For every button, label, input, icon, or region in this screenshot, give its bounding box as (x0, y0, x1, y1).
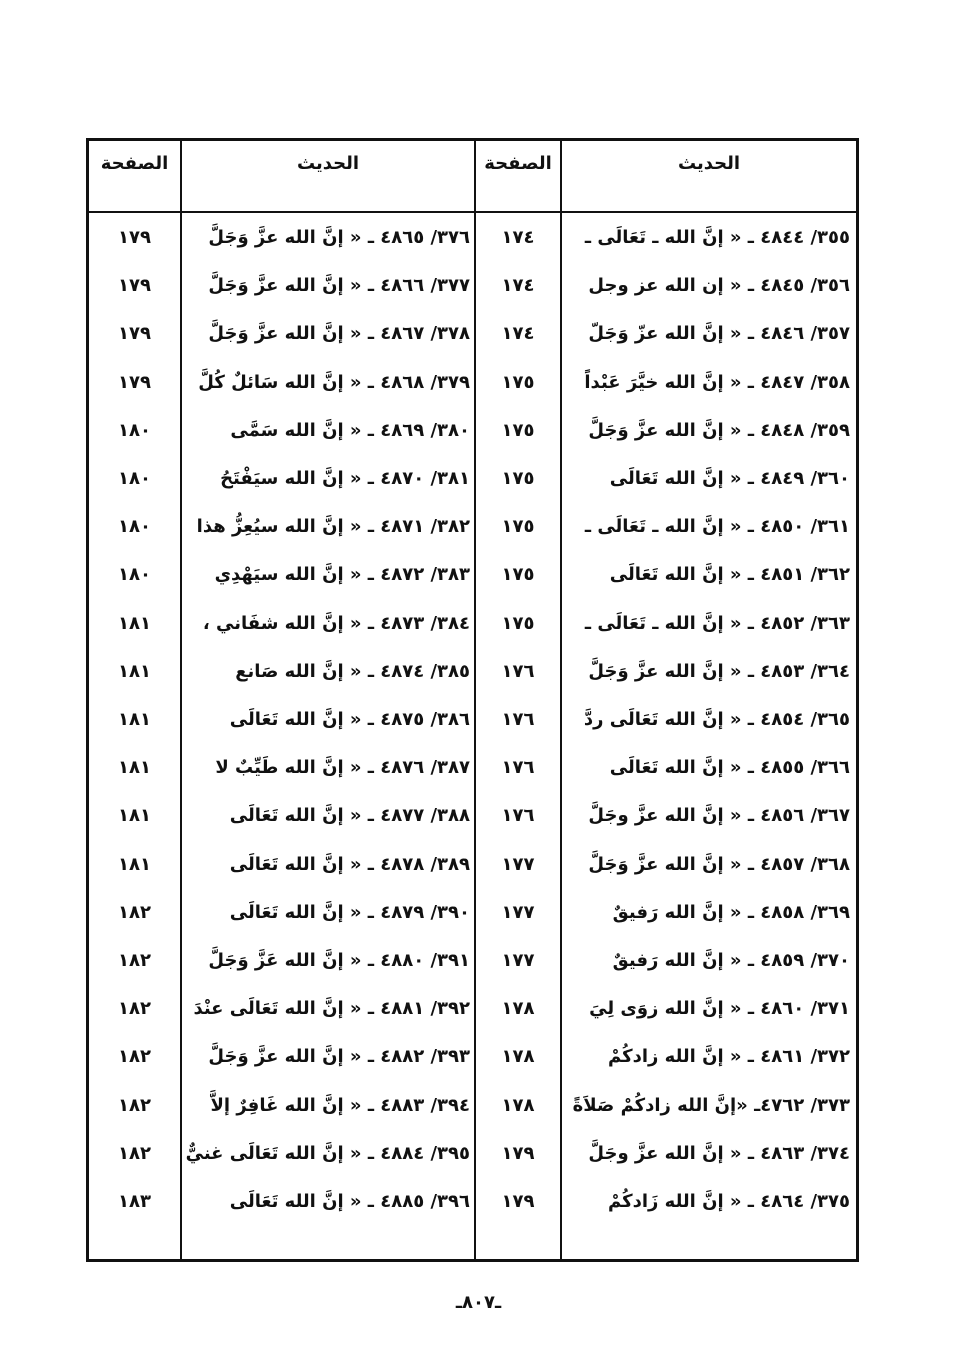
hadith-entry: ٣٦٦/ ٤٨٥٥ ـ « إنَّ الله تَعَالَى (609, 757, 850, 779)
hadith-entry: ٣٧٩/ ٤٨٦٨ ـ « إنَّ الله سَائلٌ كُلَّ (198, 371, 470, 393)
page-ref: ١٨٢ (118, 1094, 151, 1116)
hadith-entry: ٣٥٥/ ٤٨٤٤ ـ « إنَّ الله ـ تَعَالَى ـ (584, 227, 850, 248)
hadith-entry: ٣٧٨/ ٤٨٦٧ ـ « إنَّ الله عزَّ وَجَلَّ (208, 323, 470, 345)
page-ref: ١٧٦ (501, 660, 535, 682)
hadith-entry: ٣٦٨/ ٤٨٥٧ ـ « إنَّ الله عزَّ وَجَلَّ (588, 853, 850, 875)
hadith-entry: ٣٦١/ ٤٨٥٠ ـ « إنَّ الله ـ تَعَالَى ـ (584, 516, 850, 538)
page-ref: ١٨١ (118, 805, 151, 827)
page-ref: ١٧٩ (118, 227, 151, 248)
page-ref: ١٧٩ (118, 371, 151, 393)
hadith-entry: ٣٧٢/ ٤٨٦١ ـ « إنَّ الله زادكُمْ (608, 1046, 850, 1068)
page-ref: ١٧٦ (501, 709, 535, 730)
page-ref: ١٨٢ (118, 998, 151, 1020)
page-ref: ١٧٥ (501, 419, 535, 441)
hadith-entry: ٣٨٤/ ٤٨٧٣ ـ « إنَّ الله شفَاني ، (202, 612, 470, 634)
page-ref: ١٨٠ (118, 419, 151, 441)
page-ref: ١٧٩ (501, 1142, 535, 1164)
page-ref: ١٧٧ (501, 853, 535, 875)
page-ref: ١٧٨ (501, 998, 535, 1020)
header-right-page: الصفحة (484, 153, 552, 174)
header-divider (89, 211, 856, 213)
page-ref: ١٧٤ (501, 227, 535, 248)
hadith-entry: ٣٧٦/ ٤٨٦٥ ـ « إنَّ الله عزَّ وَجَلَّ (208, 227, 470, 248)
hadith-entry: ٣٥٧/ ٤٨٤٦ ـ « إنَّ الله عزّ وَجَلّ (588, 323, 850, 345)
hadith-entry: ٣٩٢/ ٤٨٨١ ـ « إنَّ الله تَعَالَى عنْدَ (193, 998, 470, 1020)
hadith-entry: ٣٧١/ ٤٨٦٠ ـ « إنَّ الله زوَى لِيَ (589, 998, 850, 1020)
hadith-entry: ٣٨٦/ ٤٨٧٥ ـ « إنَّ الله تَعَالَى (229, 709, 470, 730)
page-ref: ١٨١ (118, 612, 151, 634)
divider-middle (474, 141, 476, 1259)
page-ref: ١٨٠ (118, 468, 151, 489)
hadith-entry: ٣٦٤/ ٤٨٥٣ ـ « إنَّ الله عزَّ وَجَلَّ (588, 660, 850, 682)
header-left-hadith: الحديث (296, 153, 360, 174)
page-ref: ١٨٢ (118, 901, 151, 923)
hadith-entry: ٣٨٩/ ٤٨٧٨ ـ « إنَّ الله تَعَالَى (229, 853, 470, 875)
page-ref: ١٧٩ (501, 1191, 535, 1212)
hadith-entry: ٣٦٠/ ٤٨٤٩ ـ « إنَّ الله تَعَالَى (609, 468, 850, 489)
hadith-entry: ٣٥٩/ ٤٨٤٨ ـ « إنَّ الله عزَّ وَجَلَّ (588, 419, 850, 441)
hadith-entry: ٣٦٢/ ٤٨٥١ ـ « إنَّ الله تَعَالَى (609, 564, 850, 586)
hadith-entry: ٣٧٥/ ٤٨٦٤ ـ « إنَّ الله زَادكُمْ (608, 1191, 850, 1212)
page-ref: ١٧٩ (118, 323, 151, 345)
page-ref: ١٨٢ (118, 1046, 151, 1068)
hadith-entry: ٣٦٣/ ٤٨٥٢ ـ « إنَّ الله ـ تَعَالَى ـ (584, 612, 850, 634)
hadith-entry: ٣٦٥/ ٤٨٥٤ ـ « إنَّ الله تَعَالَى ردَّ (583, 709, 850, 730)
divider-right-page (560, 141, 562, 1259)
page-ref: ١٨١ (118, 660, 151, 682)
page-ref: ١٧٤ (501, 323, 535, 345)
page-ref: ١٧٥ (501, 371, 535, 393)
page-ref: ١٧٩ (118, 275, 151, 297)
hadith-entry: ٣٨٢/ ٤٨٧١ ـ « إنَّ الله سيُعِزُّ هذا (196, 516, 470, 538)
page-ref: ١٨٢ (118, 950, 151, 971)
page-ref: ١٨١ (118, 853, 151, 875)
hadith-entry: ٣٨١/ ٤٨٧٠ ـ « إنَّ الله سيَفْتَحُ (220, 468, 470, 489)
page-ref: ١٨٢ (118, 1142, 151, 1164)
hadith-entry: ٣٩٠/ ٤٨٧٩ ـ « إنَّ الله تَعَالَى (229, 901, 470, 923)
page-ref: ١٧٨ (501, 1094, 535, 1116)
page-ref: ١٧٤ (501, 275, 535, 297)
hadith-entry: ٣٨٧/ ٤٨٧٦ ـ « إنَّ الله طَيِّبٌ لا (215, 757, 470, 779)
page-ref: ١٧٦ (501, 757, 535, 779)
hadith-entry: ٣٧٧/ ٤٨٦٦ ـ « إنَّ الله عزَّ وَجَلَّ (208, 275, 470, 297)
hadith-entry: ٣٧٣/ ٤٧٦٢ـ «إنَّ الله زادكُمْ صَلاَةً (572, 1094, 850, 1116)
hadith-entry: ٣٧٠/ ٤٨٥٩ ـ « إنَّ الله رَفيقٌ (612, 950, 850, 971)
hadith-entry: ٣٥٦/ ٤٨٤٥ ـ « إن الله عز وجل (588, 275, 850, 297)
hadith-entry: ٣٨٠/ ٤٨٦٩ ـ « إنَّ الله سَمَّى (230, 419, 470, 441)
page-ref: ١٧٧ (501, 950, 535, 971)
header-right-hadith: الحديث (677, 153, 741, 174)
hadith-entry: ٣٩١/ ٤٨٨٠ ـ « إنَّ الله عَزَّ وَجَلَّ (208, 950, 470, 971)
page-ref: ١٧٥ (501, 564, 535, 586)
hadith-entry: ٣٩٤/ ٤٨٨٣ ـ « إنَّ الله غَافِرٌ إلاَّ (210, 1094, 470, 1116)
page-ref: ١٨٠ (118, 564, 151, 586)
hadith-entry: ٣٦٧/ ٤٨٥٦ ـ « إنَّ الله عزَّ وجَلَّ (588, 805, 850, 827)
hadith-entry: ٣٩٣/ ٤٨٨٢ ـ « إنَّ الله عزَّ وَجَلَّ (208, 1046, 470, 1068)
page-ref: ١٨٠ (118, 516, 151, 538)
header-left-page: الصفحة (100, 153, 169, 174)
divider-left-page (180, 141, 182, 1259)
page-ref: ١٨٣ (118, 1191, 151, 1212)
page-ref: ١٨١ (118, 709, 151, 730)
index-table (86, 138, 859, 1262)
hadith-entry: ٣٥٨/ ٤٨٤٧ ـ « إنَّ الله خيَّرَ عَبْداً (584, 371, 850, 393)
page-ref: ١٧٧ (501, 901, 535, 923)
page-ref: ١٧٨ (501, 1046, 535, 1068)
page-ref: ١٧٥ (501, 468, 535, 489)
page-ref: ١٧٥ (501, 612, 535, 634)
hadith-entry: ٣٩٦/ ٤٨٨٥ ـ « إنَّ الله تَعَالَى (229, 1191, 470, 1212)
page-ref: ١٨١ (118, 757, 151, 779)
hadith-entry: ٣٦٩/ ٤٨٥٨ ـ « إنَّ الله رَفيقٌ (612, 901, 850, 923)
page-number: ـ٨٠٧ـ (455, 1292, 502, 1313)
page-ref: ١٧٥ (501, 516, 535, 538)
hadith-entry: ٣٨٣/ ٤٨٧٢ ـ « إنَّ الله سيَهْدِي (214, 564, 470, 586)
page-ref: ١٧٦ (501, 805, 535, 827)
hadith-entry: ٣٩٥/ ٤٨٨٤ ـ « إنَّ الله تَعَالَى غنيٌّ (185, 1142, 470, 1164)
hadith-entry: ٣٧٤/ ٤٨٦٣ ـ « إنَّ الله عزَّ وجَلَّ (588, 1142, 850, 1164)
hadith-entry: ٣٨٥/ ٤٨٧٤ ـ « إنَّ الله صَانع (235, 660, 470, 682)
hadith-entry: ٣٨٨/ ٤٨٧٧ ـ « إنَّ الله تَعَالَى (229, 805, 470, 827)
